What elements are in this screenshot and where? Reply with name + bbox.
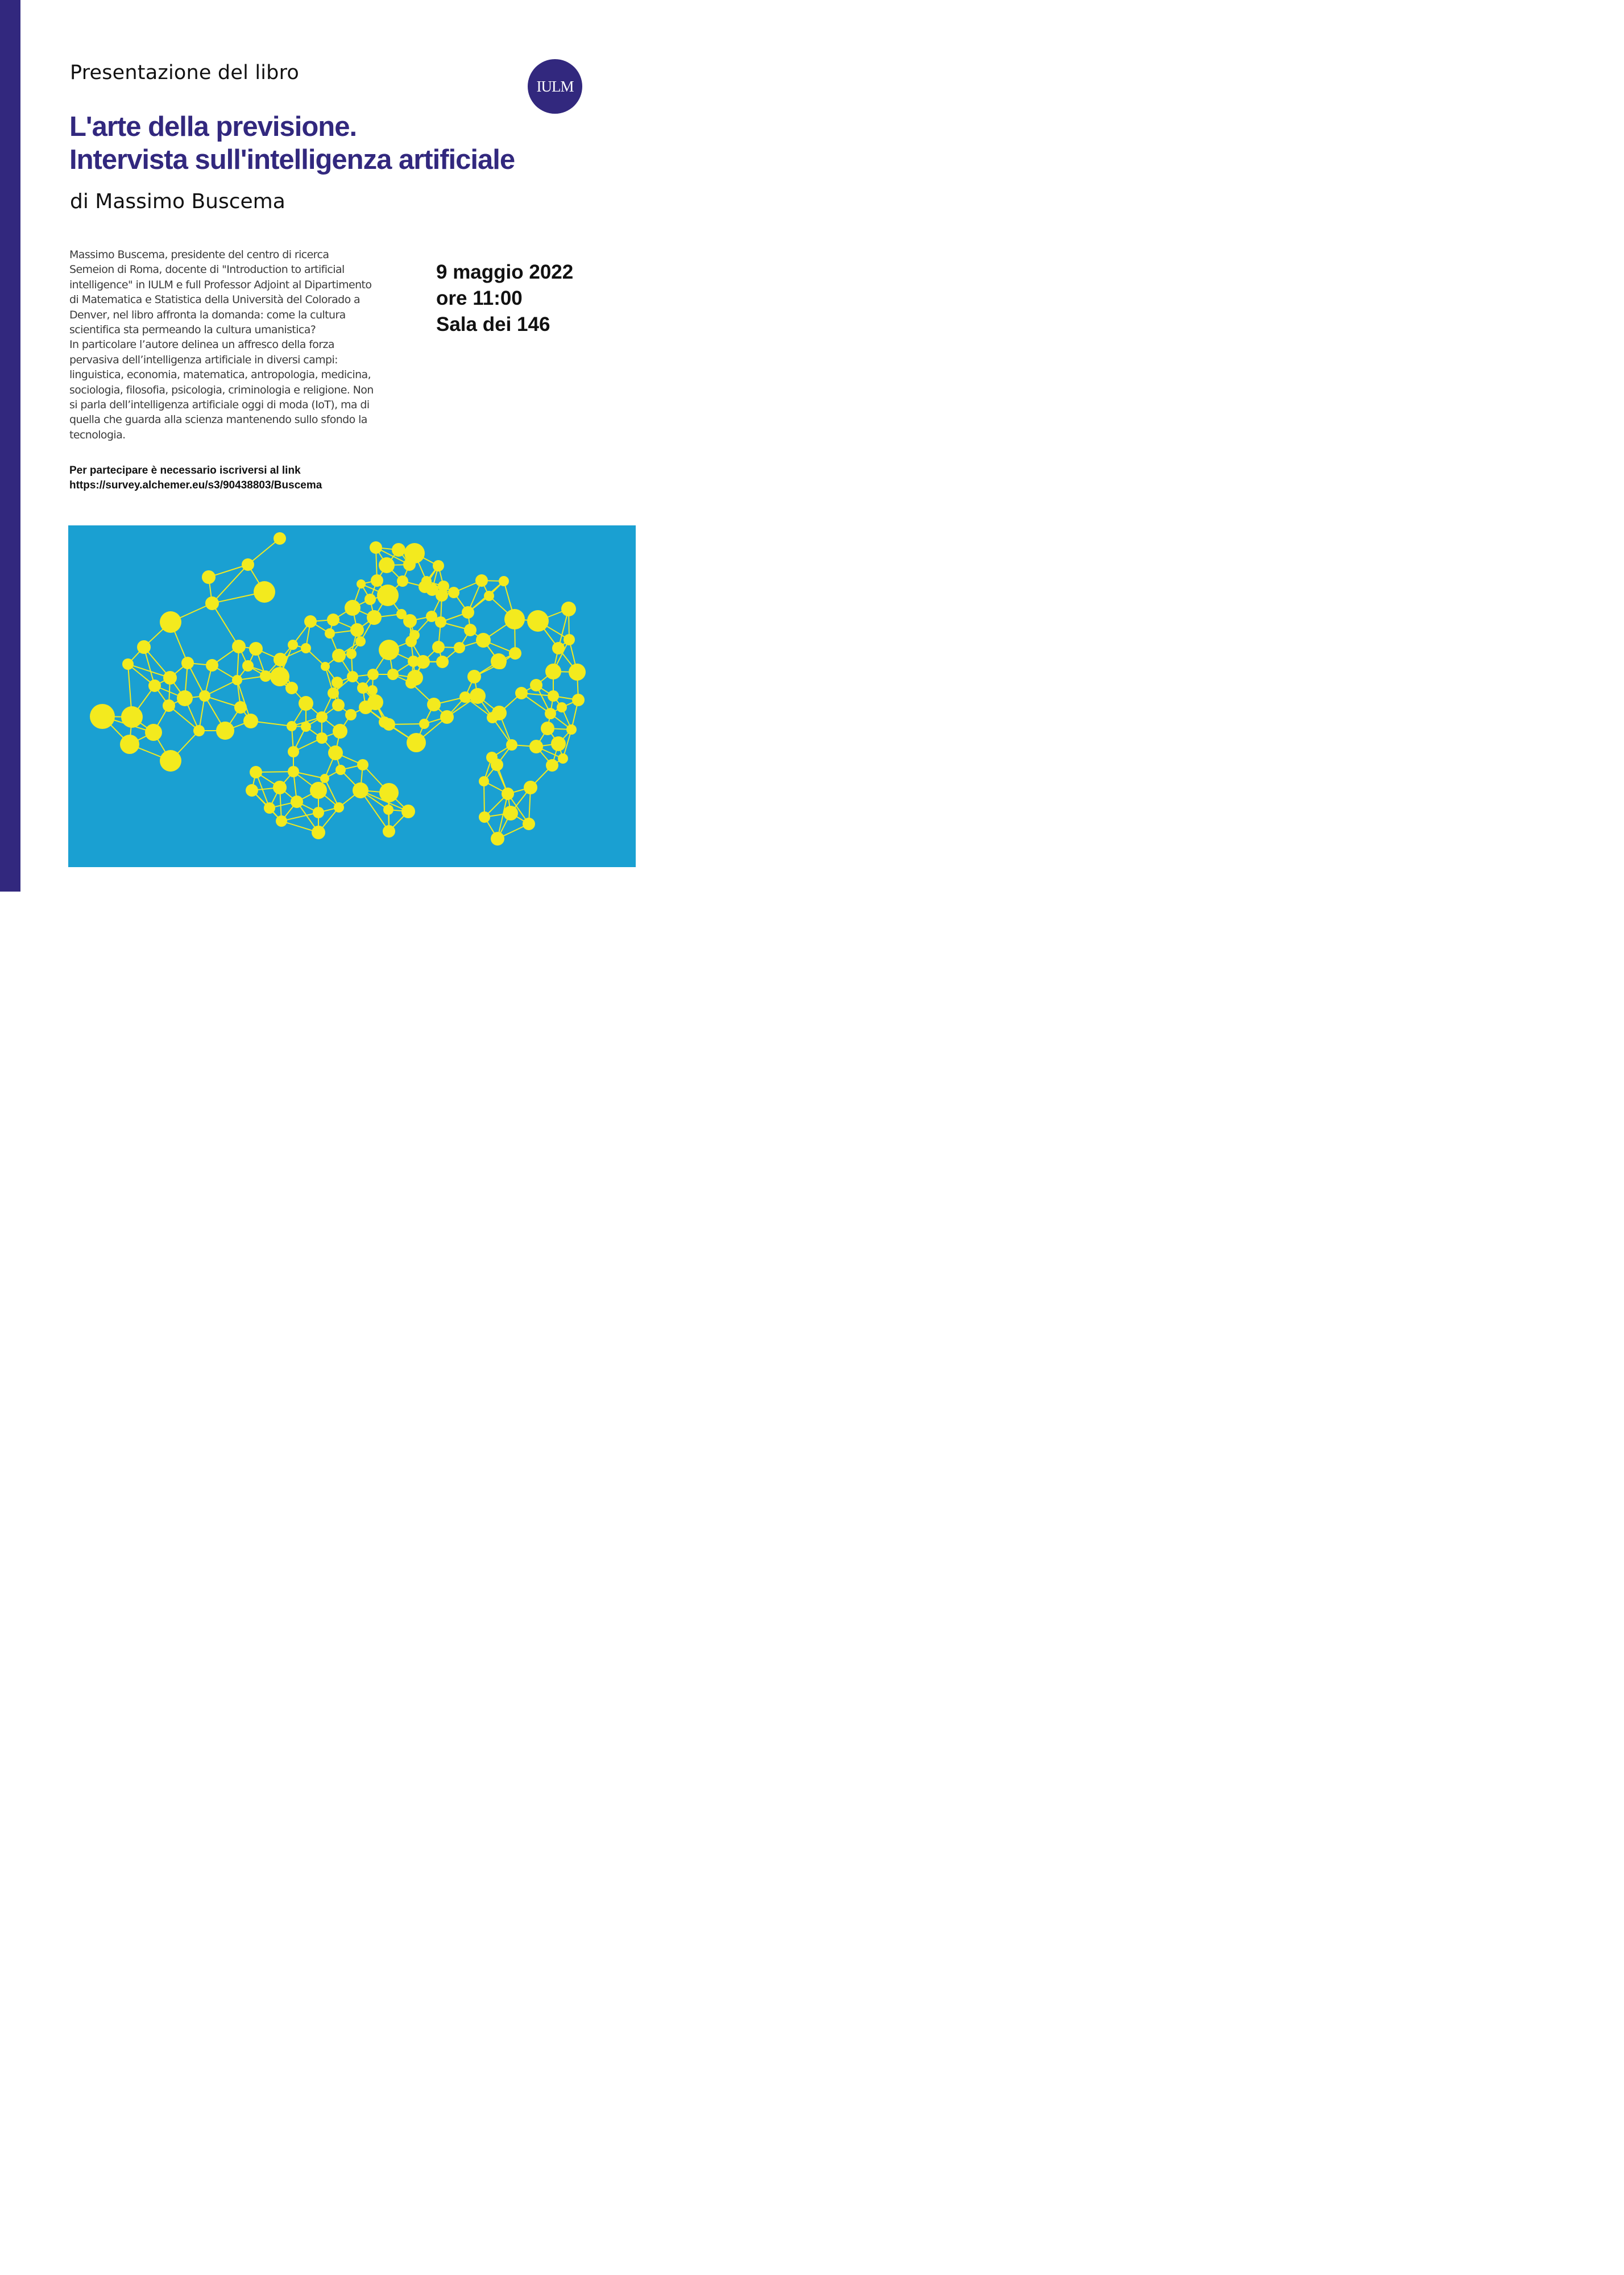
- description-line: di Matematica e Statistica della Università del Colorado a: [69, 293, 361, 306]
- network-node: [491, 832, 504, 846]
- network-node: [367, 610, 382, 625]
- network-node: [396, 609, 407, 619]
- network-node: [506, 739, 517, 751]
- network-node: [270, 667, 289, 686]
- network-node: [357, 682, 368, 694]
- description-line: Denver, nel libro affronta la domanda: come la cultura: [69, 308, 346, 321]
- network-node: [383, 718, 395, 731]
- iulm-logo: [528, 59, 582, 114]
- network-node: [371, 574, 383, 587]
- network-node: [332, 677, 343, 688]
- network-node: [90, 704, 115, 729]
- network-node: [199, 690, 210, 702]
- network-node: [405, 677, 417, 689]
- network-node: [260, 670, 271, 682]
- network-node: [476, 633, 491, 648]
- iulm-logo-text: IULM: [536, 77, 574, 95]
- network-node: [325, 628, 335, 639]
- network-node: [433, 560, 444, 571]
- network-node: [301, 643, 311, 653]
- network-node: [357, 759, 368, 770]
- network-node: [475, 574, 488, 587]
- network-node: [328, 687, 339, 699]
- network-node: [379, 557, 395, 573]
- network-node: [346, 649, 357, 659]
- network-node: [310, 782, 327, 799]
- network-node: [264, 802, 275, 814]
- network-node: [163, 671, 177, 685]
- network-node: [347, 671, 358, 682]
- network-node: [205, 596, 219, 610]
- network-node: [357, 579, 366, 589]
- network-node: [288, 640, 298, 650]
- registration-text: Per partecipare è necessario iscriversi al link: [69, 465, 301, 476]
- network-node: [377, 585, 399, 606]
- network-node: [120, 735, 139, 754]
- network-node: [202, 570, 216, 584]
- network-node: [462, 606, 474, 619]
- event-date: 9 maggio 2022: [436, 261, 574, 283]
- network-node: [379, 783, 399, 802]
- network-node: [299, 696, 313, 711]
- network-node: [234, 701, 247, 714]
- network-node: [403, 558, 416, 571]
- description-line: scientifica sta permeando la cultura umanistica?: [69, 324, 316, 337]
- network-node: [232, 675, 242, 685]
- description-line: Massimo Buscema, presidente del centro di ricerca: [69, 248, 329, 261]
- network-node: [545, 664, 561, 679]
- network-node: [333, 724, 347, 739]
- network-node: [367, 685, 378, 695]
- network-node: [479, 811, 490, 823]
- network-node: [379, 640, 399, 660]
- network-node: [407, 733, 426, 752]
- network-node: [145, 724, 162, 741]
- network-node: [487, 712, 498, 723]
- description-line: intelligence" in IULM e full Professor Adjoint al Dipartimento: [69, 278, 372, 291]
- network-node: [335, 765, 346, 775]
- network-node: [392, 543, 405, 557]
- network-node: [177, 690, 193, 706]
- network-node: [464, 624, 477, 636]
- network-node: [242, 558, 254, 571]
- neural-network-graph: [68, 525, 636, 867]
- network-node: [288, 746, 299, 757]
- network-node: [181, 657, 194, 669]
- book-title-line-2: Intervista sull'intelligenza artificiale: [69, 144, 515, 175]
- network-node: [419, 719, 429, 729]
- registration-block: [69, 463, 322, 493]
- network-node: [276, 815, 287, 827]
- event-room: Sala dei 146: [436, 313, 550, 335]
- network-node: [383, 825, 395, 838]
- network-node: [332, 699, 345, 711]
- neural-network-illustration: [68, 525, 636, 867]
- network-node: [566, 724, 577, 735]
- description-line: tecnologia.: [69, 428, 126, 441]
- network-node: [321, 662, 330, 671]
- network-node: [274, 653, 287, 666]
- network-node: [350, 623, 364, 637]
- network-node: [527, 610, 549, 632]
- network-node: [502, 788, 514, 800]
- network-node: [557, 702, 567, 712]
- description-line: sociologia, filosofia, psicologia, criminologia e religione. Non: [69, 383, 374, 396]
- network-node: [427, 698, 441, 711]
- network-node: [448, 587, 459, 598]
- network-node: [486, 752, 498, 763]
- network-node: [454, 642, 465, 653]
- network-node: [548, 690, 559, 702]
- network-node: [160, 611, 181, 633]
- network-node: [551, 736, 566, 751]
- network-node: [345, 600, 361, 616]
- description-line: si parla dell’intelligenza artificiale oggi di moda (IoT), ma di: [69, 399, 370, 412]
- network-node: [364, 594, 376, 605]
- network-node: [206, 659, 218, 672]
- network-node: [529, 740, 543, 753]
- network-node: [503, 806, 518, 821]
- network-node: [246, 784, 258, 797]
- network-node: [467, 670, 481, 683]
- book-title: [69, 110, 615, 176]
- network-node: [564, 634, 575, 645]
- network-node: [397, 575, 408, 587]
- network-link: [212, 603, 239, 647]
- network-node: [345, 709, 357, 720]
- network-node: [546, 759, 558, 772]
- network-node: [232, 640, 246, 653]
- network-node: [524, 781, 537, 794]
- network-node: [193, 725, 205, 736]
- network-node: [355, 636, 366, 647]
- network-node: [163, 699, 175, 712]
- network-node: [558, 753, 568, 764]
- network-node: [495, 658, 506, 669]
- network-node: [148, 679, 161, 692]
- network-node: [383, 805, 393, 815]
- book-description: [69, 247, 399, 442]
- network-node: [470, 688, 486, 704]
- network-node: [561, 602, 576, 616]
- network-node: [359, 701, 372, 714]
- network-node: [288, 766, 299, 777]
- kicker-text: Presentazione del libro: [70, 61, 300, 84]
- network-node: [440, 710, 454, 724]
- network-node: [370, 541, 382, 554]
- network-node: [320, 774, 329, 783]
- network-node: [408, 656, 419, 667]
- network-node: [552, 642, 565, 654]
- network-node: [499, 576, 509, 586]
- network-node: [216, 722, 234, 740]
- network-node: [541, 722, 554, 735]
- registration-link[interactable]: https://survey.alchemer.eu/s3/90438803/Buscema: [69, 479, 322, 491]
- network-node: [426, 583, 438, 596]
- network-node: [121, 706, 143, 728]
- network-node: [515, 687, 528, 699]
- network-node: [432, 641, 445, 653]
- network-node: [287, 721, 297, 731]
- network-node: [304, 615, 317, 628]
- network-node: [316, 732, 328, 744]
- network-node: [523, 818, 535, 830]
- network-node: [291, 795, 303, 808]
- network-node: [459, 691, 471, 703]
- network-node: [353, 782, 368, 798]
- book-author: di Massimo Buscema: [70, 190, 285, 213]
- network-node: [327, 614, 339, 626]
- description-line: quella che guarda alla scienza mantenendo sullo sfondo la: [69, 413, 367, 426]
- network-node: [242, 660, 254, 672]
- description-line: pervasiva dell’intelligenza artificiale in diversi campi:: [69, 353, 338, 366]
- network-node: [122, 658, 134, 670]
- network-node: [243, 714, 258, 728]
- network-node: [426, 611, 437, 622]
- network-node: [401, 805, 415, 818]
- network-node: [438, 581, 449, 592]
- network-node: [334, 802, 344, 813]
- network-node: [313, 807, 324, 818]
- network-node: [160, 750, 181, 772]
- network-node: [332, 649, 346, 662]
- event-time: ore 11:00: [436, 287, 523, 309]
- event-details: [436, 259, 573, 338]
- network-node: [569, 664, 586, 681]
- description-line: linguistica, economia, matematica, antropologia, medicina,: [69, 368, 371, 382]
- network-node: [545, 708, 556, 719]
- network-node: [367, 669, 379, 680]
- network-node: [285, 682, 298, 694]
- network-node: [250, 766, 262, 778]
- network-node: [328, 745, 343, 760]
- network-node: [387, 669, 399, 680]
- description-line: Semeion di Roma, docente di "Introduction to artificial: [69, 263, 345, 276]
- network-node: [301, 722, 311, 732]
- network-node: [316, 711, 328, 723]
- network-node: [274, 532, 286, 545]
- network-node: [504, 609, 525, 629]
- network-node: [273, 781, 287, 794]
- network-node: [312, 826, 325, 839]
- network-node: [479, 776, 489, 786]
- side-accent-bar: [0, 0, 20, 892]
- description-line: In particolare l’autore delinea un affresco della forza: [69, 338, 334, 351]
- network-node: [254, 581, 275, 603]
- network-node: [530, 679, 542, 691]
- network-node: [436, 656, 449, 668]
- network-node: [572, 694, 585, 706]
- network-node: [249, 642, 263, 656]
- network-node: [137, 640, 151, 654]
- network-node: [509, 647, 521, 660]
- network-node: [409, 630, 420, 640]
- book-title-line-1: L'arte della previsione.: [69, 111, 357, 142]
- network-node: [484, 591, 494, 601]
